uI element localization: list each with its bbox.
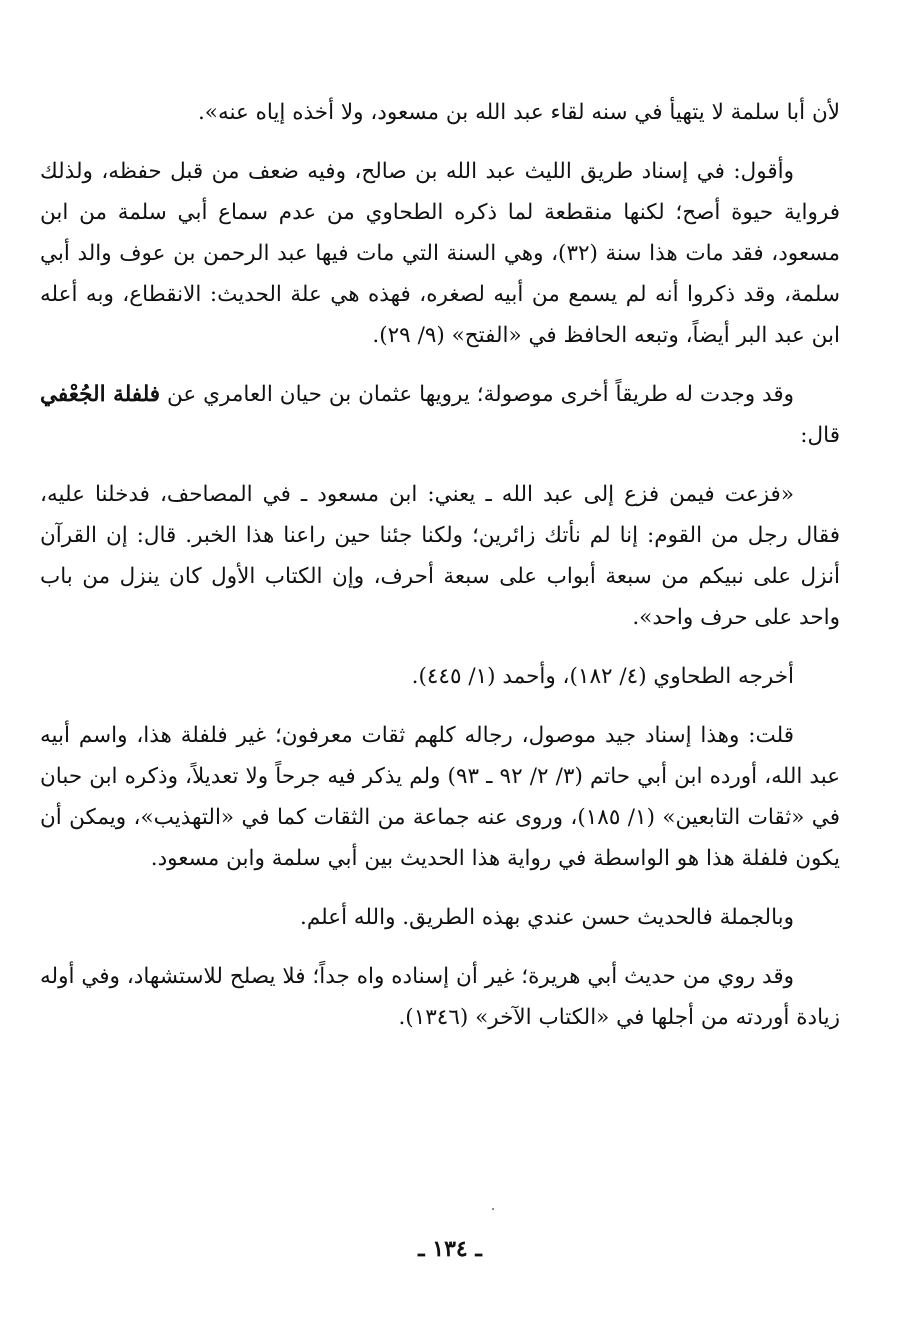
paragraph-4-quote: «فزعت فيمن فزع إلى عبد الله ـ يعني: ابن مسعود ـ في المصاحف، فدخلنا عليه، فقال رجل من القوم: إنا لم نأتك زائرين؛ ولكنا جئنا حين راعنا هذا الخبر. قال: إن القرآن أنزل على نبيكم من سبعة أبواب على سبعة أحرف، وإن الكتاب الأول كان ينزل من باب واحد على حرف واحد».: [40, 482, 840, 630]
page-number: ـ ١٣٤ ـ: [418, 1236, 482, 1262]
narrator-name: فلفلة الجُعْفي: [40, 382, 161, 407]
page-body: [40, 92, 840, 1056]
paragraph-5-citation: أخرجه الطحاوي (٤/ ١٨٢)، وأحمد (١/ ٤٤٥).: [411, 664, 794, 689]
paragraph-3-text: وقد وجدت له طريقاً أخرى موصولة؛ يرويها عثمان بن حيان العامري عن: [160, 382, 794, 407]
paragraph-1: لأن أبا سلمة لا يتهيأ في سنه لقاء عبد الله بن مسعود، ولا أخذه إياه عنه».: [197, 100, 840, 125]
paragraph-3-ending: قال:: [800, 423, 840, 448]
paragraph-6: قلت: وهذا إسناد جيد موصول، رجاله كلهم ثقات معرفون؛ غير فلفلة هذا، واسم أبيه عبد الله، أورده ابن أبي حاتم (٣/ ٢/ ٩٢ ـ ٩٣) ولم يذكر فيه جرحاً ولا تعديلاً، وذكره ابن حبان في «ثقات التابعين» (١/ ١٨٥)، وروى عنه جماعة من الثقات كما في «التهذيب»، ويمكن أن يكون فلفلة هذا هو الواسطة في رواية هذا الحديث بين أبي سلمة وابن مسعود.: [40, 723, 841, 871]
paragraph-7: وبالجملة فالحديث حسن عندي بهذه الطريق. والله أعلم.: [300, 905, 794, 930]
paragraph-3: [40, 374, 840, 456]
paragraph-8: وقد روي من حديث أبي هريرة؛ غير أن إسناده واه جداً؛ فلا يصلح للاستشهاد، وفي أوله زيادة أوردته من أجلها في «الكتاب الآخر» (١٣٤٦).: [40, 964, 840, 1030]
paragraph-2: وأقول: في إسناد طريق الليث عبد الله بن صالح، وفيه ضعف من قبل حفظه، ولذلك فرواية حيوة أصح؛ لكنها منقطعة لما ذكره الطحاوي من عدم سماع أبي سلمة من ابن مسعود، فقد مات هذا سنة (٣٢)، وهي السنة التي مات فيها عبد الرحمن بن عوف والد أبي سلمة، وقد ذكروا أنه لم يسمع من أبيه لصغره، فهذه هي علة الحديث: الانقطاع، وبه أعله ابن عبد البر أيضاً، وتبعه الحافظ في «الفتح» (٩/ ٢٩).: [40, 159, 840, 348]
print-speck: [492, 1208, 494, 1210]
